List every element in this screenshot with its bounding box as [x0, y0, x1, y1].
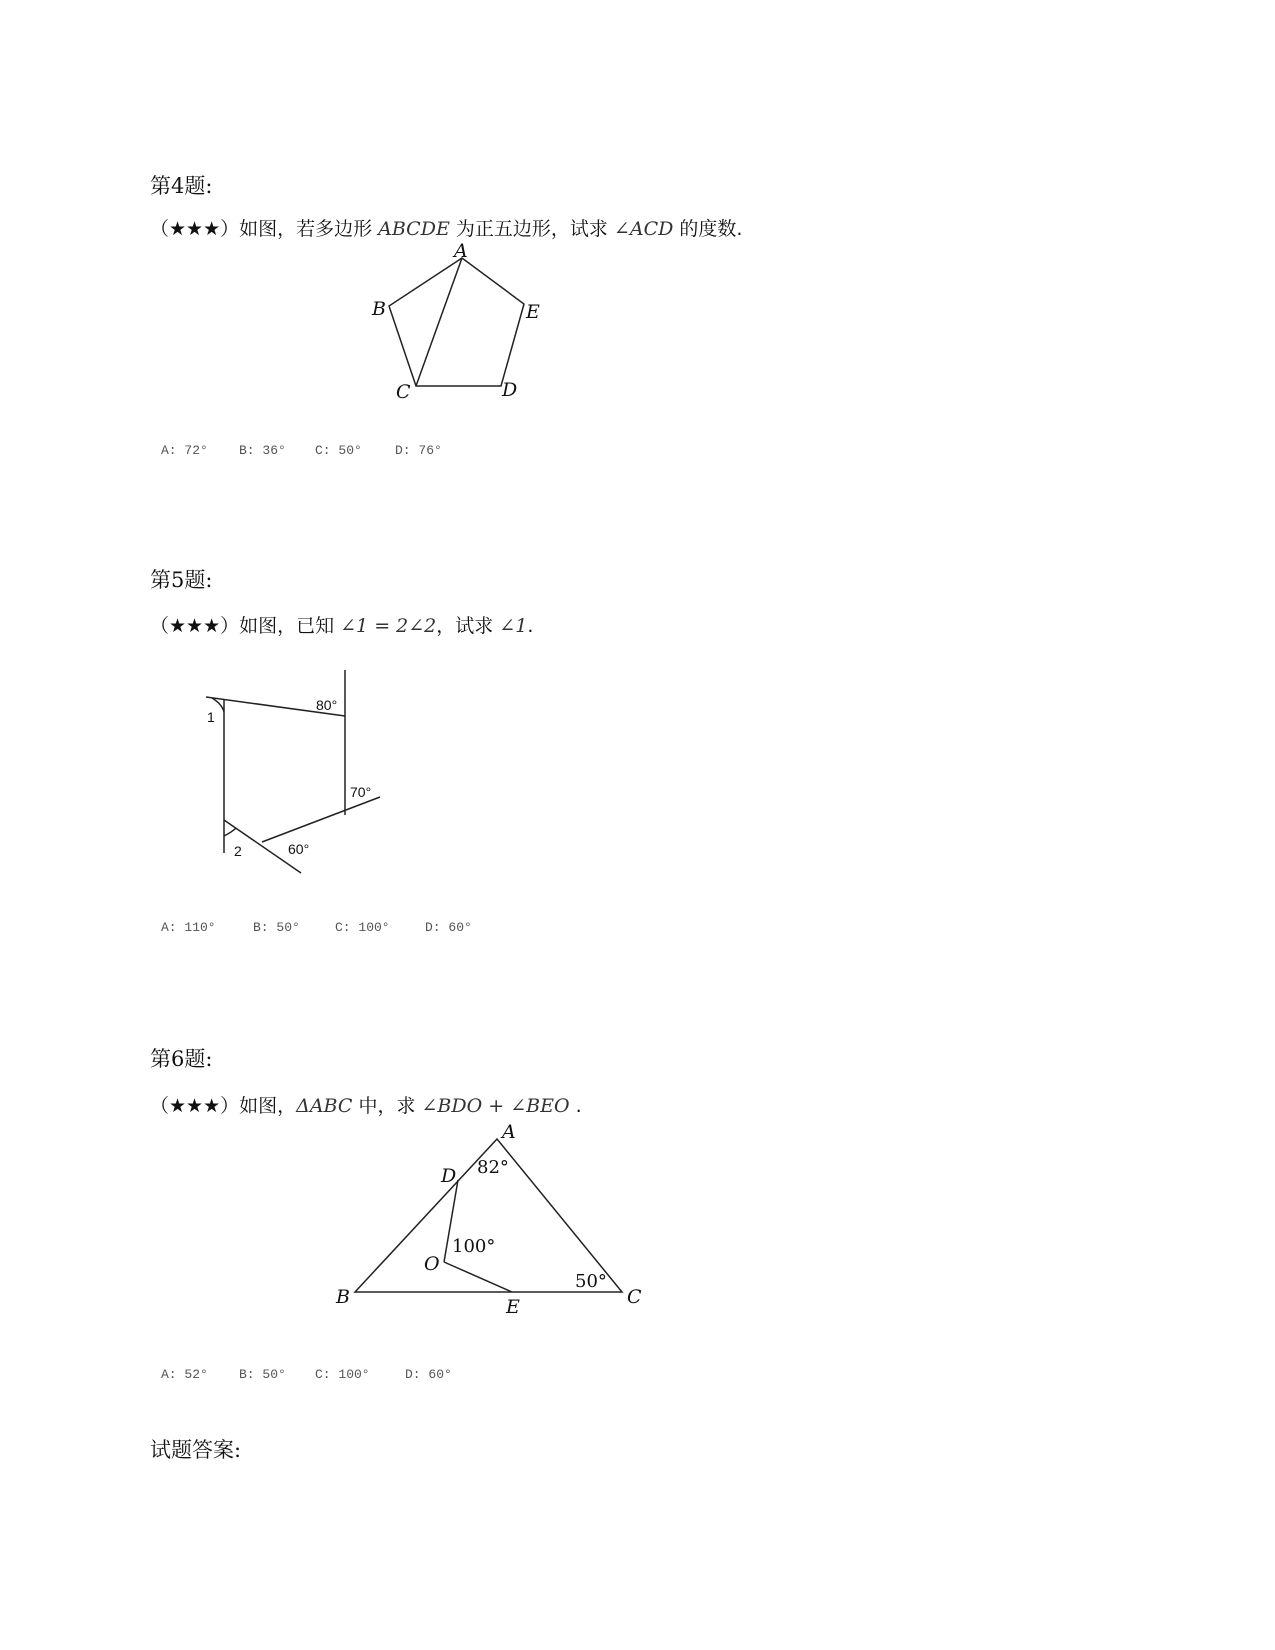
- q5-label-80: 80°: [316, 697, 338, 713]
- answer-heading: 试题答案:: [150, 1438, 242, 1462]
- q5-stem-target: ∠1: [499, 615, 528, 637]
- q4-label-c: C: [396, 381, 411, 403]
- q5-label-2: 2: [234, 843, 242, 859]
- q4-label-d: D: [502, 379, 518, 401]
- q4-option-b[interactable]: B: 36°: [239, 443, 286, 458]
- q4-option-d[interactable]: D: 76°: [395, 443, 442, 458]
- q4-heading: 第4题:: [150, 174, 213, 198]
- q6-label-d: D: [441, 1165, 457, 1187]
- q6-label-e: E: [506, 1296, 520, 1318]
- q6-stem-expression: ∠BDO + ∠BEO: [421, 1095, 570, 1117]
- q5-option-a[interactable]: A: 110°: [161, 920, 216, 935]
- q6-label-c: C: [627, 1286, 642, 1308]
- q4-stem-angle: ∠ACD: [613, 218, 674, 240]
- q5-stem-prefix: （★★★）如图，已知: [150, 615, 341, 637]
- q6-label-82: 82°: [477, 1157, 509, 1178]
- q5-stem-condition: ∠1 = 2∠2: [340, 615, 437, 637]
- q6-option-b[interactable]: B: 50°: [239, 1367, 286, 1382]
- q6-stem-mid: 中，求: [352, 1095, 422, 1117]
- q4-stem-polygon: ABCDE: [378, 218, 450, 240]
- q6-heading: 第6题:: [150, 1047, 213, 1071]
- q5-label-1: 1: [207, 709, 215, 725]
- q4-label-b: B: [372, 298, 386, 320]
- q5-option-c[interactable]: C: 100°: [335, 920, 390, 935]
- q4-stem-mid: 为正五边形，试求: [449, 218, 614, 240]
- q5-label-60: 60°: [288, 841, 310, 857]
- q4-option-c[interactable]: C: 50°: [315, 443, 362, 458]
- q4-stem-prefix: （★★★）如图，若多边形: [150, 218, 379, 240]
- q6-label-a: A: [502, 1121, 516, 1143]
- q6-label-100: 100°: [452, 1236, 496, 1257]
- q6-option-d[interactable]: D: 60°: [405, 1367, 452, 1382]
- q6-label-50: 50°: [575, 1271, 607, 1292]
- q6-stem-prefix: （★★★）如图，: [150, 1095, 297, 1117]
- q4-label-a: A: [454, 240, 468, 262]
- q6-label-b: B: [336, 1286, 350, 1308]
- q6-stem-suffix: .: [569, 1095, 582, 1117]
- q6-option-c[interactable]: C: 100°: [315, 1367, 370, 1382]
- q4-option-a[interactable]: A: 72°: [161, 443, 208, 458]
- q5-stem-mid: ，试求: [436, 615, 500, 637]
- q5-label-70: 70°: [350, 784, 372, 800]
- q5-heading: 第5题:: [150, 568, 213, 592]
- q5-option-d[interactable]: D: 60°: [425, 920, 472, 935]
- q6-label-o: O: [424, 1253, 440, 1275]
- q6-option-a[interactable]: A: 52°: [161, 1367, 208, 1382]
- q6-stem-triangle: ΔABC: [296, 1095, 353, 1117]
- q5-option-b[interactable]: B: 50°: [253, 920, 300, 935]
- q5-stem-suffix: .: [527, 615, 534, 637]
- q4-stem-suffix: 的度数.: [673, 218, 743, 240]
- q4-label-e: E: [526, 301, 540, 323]
- q6-segment-oe: [444, 1262, 512, 1292]
